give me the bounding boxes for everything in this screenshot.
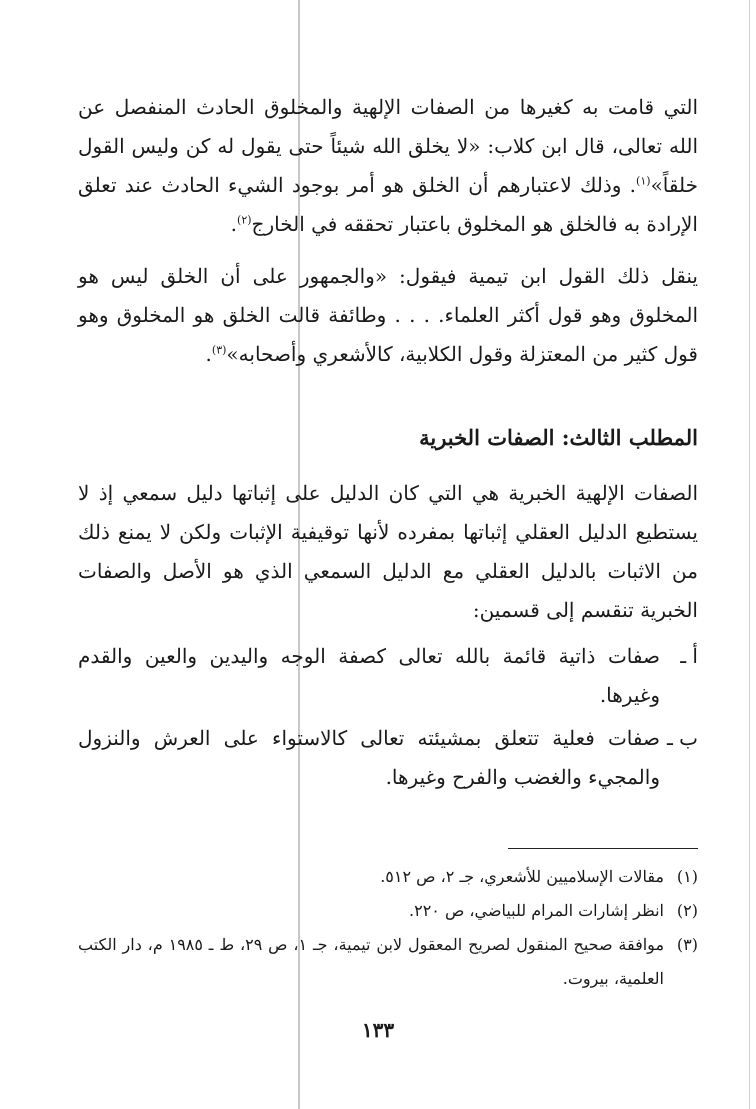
footnote-2 [78, 894, 698, 928]
list-item-text: صفات فعلية تتعلق بمشيئته تعالى كالاستواء على العرش والنزول والمجيء والغضب والفرح وغيرها. [78, 726, 660, 789]
list-marker: ب ـ [666, 726, 698, 750]
paragraph-2 [78, 257, 698, 374]
page-edge-line [749, 0, 750, 1109]
footnote-divider [508, 848, 698, 849]
paragraph-2-body: ينقل ذلك القول ابن تيمية فيقول: «والجمهور على أن الخلق ليس هو المخلوق وهو قول أكثر العلماء. . . . وطائفة قالت الخلق هو المخلوق وهو قول كثير من المعتزلة وقول الكلابية، كالأشعري وأصحابه» [78, 264, 698, 366]
footnote-text: موافقة صحيح المنقول لصريح المعقول لابن تيمية، جـ ١، ص ٢٩، ط ـ ١٩٨٥ م، دار الكتب العلمية، بيروت. [78, 935, 665, 988]
footnote-3 [78, 928, 698, 996]
paragraph-1 [78, 88, 698, 244]
list-item-a [78, 637, 698, 715]
footnote-1 [78, 860, 698, 894]
section-heading: المطلب الثالث: الصفات الخبرية [419, 425, 698, 450]
paragraph-1-part-a: التي قامت به كغيرها من الصفات الإلهية والمخلوق الحادث المنفصل عن الله تعالى، قال ابن كلاب: «لا يخلق الله شيئاً حتى يقول له كن وليس القول خلقاً» [78, 95, 698, 197]
list-item-text: صفات ذاتية قائمة بالله تعالى كصفة الوجه واليدين والعين والقدم وغيرها. [78, 644, 660, 707]
footnote-number: (٢) [676, 901, 698, 920]
list-item [78, 637, 698, 715]
footnote-ref-2: (٢) [237, 213, 252, 227]
paragraph-2-text [78, 257, 698, 374]
footnote-text: مقالات الإسلاميين للأشعري، جـ ٢، ص ٥١٢. [380, 867, 664, 886]
footnote-number: (٣) [676, 935, 698, 954]
list-marker: أ ـ [680, 644, 698, 668]
footnotes [78, 860, 698, 996]
paragraph-1-text [78, 88, 698, 244]
paragraph-1-end: . [230, 212, 238, 236]
paragraph-3-text: الصفات الإلهية الخبرية هي التي كان الدليل على إثباتها دليل سمعي إذ لا يستطيع الدليل العقلي إثباتها بمفرده لأنها توقيفية الإثبات ولكن لا يمنع ذلك من الاثبات بالدليل العقلي مع الدليل السمعي الذي هو الأصل والصفات الخبرية تنقسم إلى قسمين: [78, 481, 698, 622]
paragraph-3 [78, 474, 698, 630]
footnote-number: (١) [676, 867, 698, 886]
page-number: ١٣٣ [361, 1018, 395, 1042]
footnote-ref-1: (١) [636, 174, 651, 188]
paragraph-1-part-b: . وذلك لاعتبارهم أن الخلق هو أمر بوجود الشيء الحادث عند تعلق الإرادة به فالخلق هو المخلوق باعتبار تحققه في الخارج [78, 173, 698, 236]
footnote-ref-3: (٣) [211, 343, 227, 357]
list-item-b [78, 719, 698, 797]
paragraph-2-end: . [205, 342, 212, 366]
footnote-text: انظر إشارات المرام للبياضي، ص ٢٢٠. [409, 901, 664, 920]
list-item [78, 719, 698, 797]
